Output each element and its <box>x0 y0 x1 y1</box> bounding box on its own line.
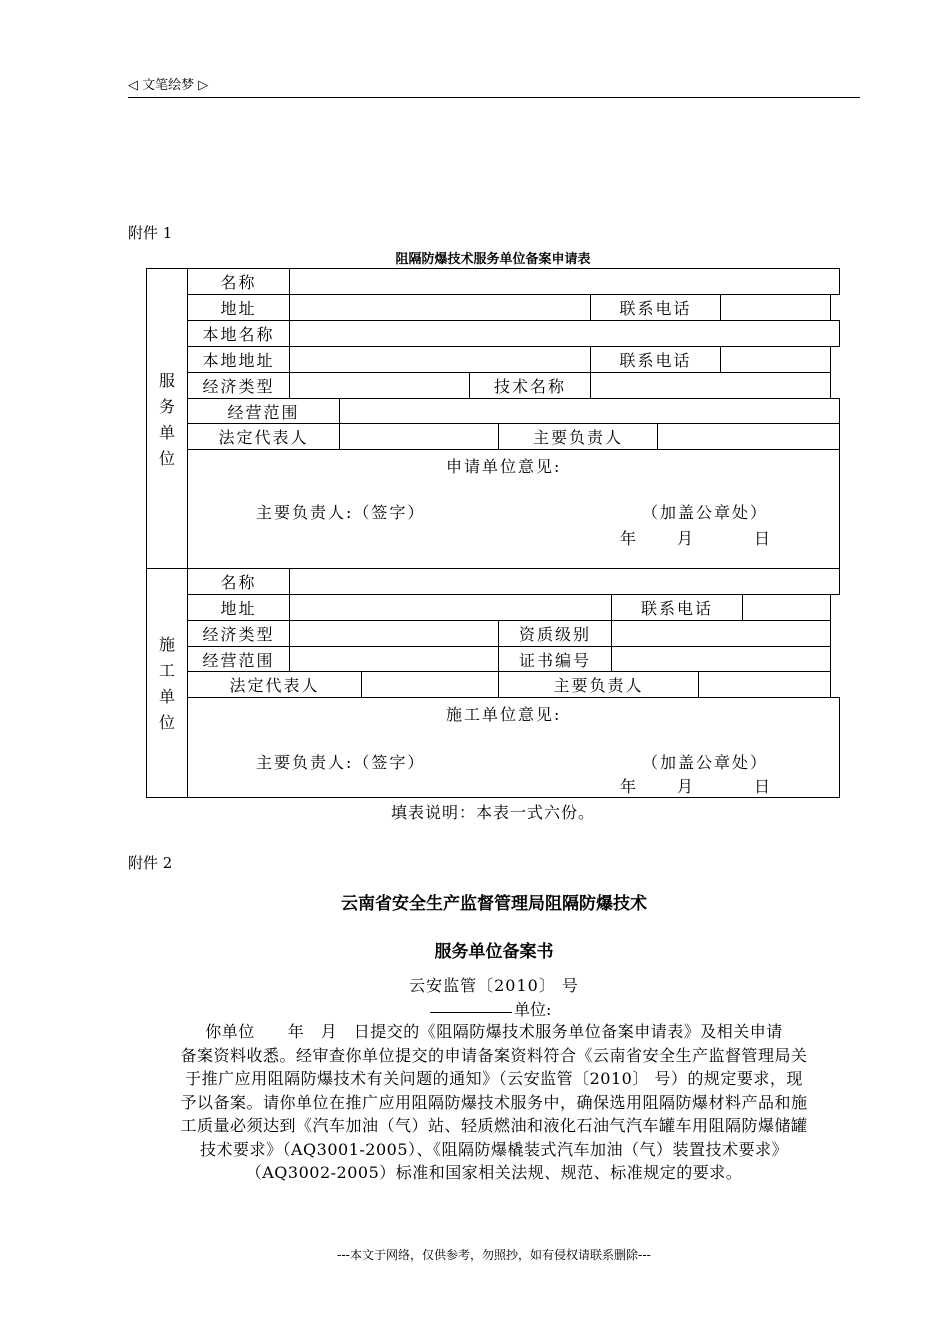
body-line: 工质量必须达到《汽车加油（气）站、轻质燃油和液化石油气汽车罐车用阻隔防爆储罐 <box>180 1116 808 1135</box>
doc-body <box>130 1020 858 1185</box>
service-principal-field[interactable] <box>657 423 840 450</box>
service-address-field[interactable] <box>289 294 591 321</box>
construction-scope-label: 经营范围 <box>187 646 290 672</box>
body-line: （AQ3002-2005）标准和国家相关法规、规范、标准规定的要求。 <box>245 1163 743 1182</box>
construction-opinion-title: 施工单位意见: <box>446 705 562 724</box>
service-legal-rep-label: 法定代表人 <box>187 423 340 450</box>
service-local-name-label: 本地名称 <box>187 320 290 347</box>
service-tech-name-label: 技术名称 <box>469 372 591 399</box>
construction-principal-field[interactable] <box>698 671 831 698</box>
body-line: 于推广应用阻隔防爆技术有关问题的通知》（云安监管〔2010〕 号）的规定要求，现 <box>185 1069 803 1088</box>
doc-number: 云安监管〔2010〕 号 <box>409 976 579 995</box>
service-signature: 主要负责人:（签字） <box>256 503 426 522</box>
body-line: 你单位 年 月 日提交的《阻隔防爆技术服务单位备案申请表》及相关申请 <box>205 1022 783 1041</box>
unit-label: 单位: <box>514 1000 552 1019</box>
construction-date-month: 月 <box>677 777 696 796</box>
service-local-phone-label: 联系电话 <box>590 346 721 373</box>
service-phone-field[interactable] <box>720 294 831 321</box>
construction-qualification-label: 资质级别 <box>498 620 612 647</box>
construction-scope-field[interactable] <box>289 646 499 672</box>
service-local-phone-field[interactable] <box>720 346 831 373</box>
service-address-label: 地址 <box>187 294 290 321</box>
construction-econ-type-label: 经济类型 <box>187 620 290 647</box>
construction-qualification-field[interactable] <box>611 620 831 647</box>
body-line: 予以备案。请你单位在推广应用阻隔防爆技术服务中，确保选用阻隔防爆材料产品和施 <box>180 1092 808 1112</box>
construction-cert-no-label: 证书编号 <box>498 646 612 672</box>
construction-name-field[interactable] <box>289 568 840 595</box>
construction-legal-rep-label: 法定代表人 <box>187 671 362 698</box>
construction-name-label: 名称 <box>187 568 290 595</box>
form-note: 填表说明：本表一式六份。 <box>390 803 595 822</box>
service-name-label: 名称 <box>187 268 290 295</box>
body-line: 备案资料收悉。经审查你单位提交的申请备案资料符合《云南省安全生产监督管理局关 <box>180 1045 808 1065</box>
doc-title-line1: 云南省安全生产监督管理局阻隔防爆技术 <box>341 894 647 914</box>
body-line: 技术要求》（AQ3001-2005）、《阻隔防爆橇装式汽车加油（气）装置技术要求》 <box>199 1139 789 1159</box>
service-tech-name-field[interactable] <box>590 372 831 399</box>
service-econ-type-label: 经济类型 <box>187 372 290 399</box>
construction-seal: （加盖公章处） <box>642 753 769 772</box>
construction-phone-label: 联系电话 <box>611 594 743 621</box>
service-date-month: 月 <box>677 529 696 548</box>
doc-title-line2: 服务单位备案书 <box>434 942 554 962</box>
construction-date-day: 日 <box>754 777 773 796</box>
construction-cert-no-field[interactable] <box>611 646 831 672</box>
form-title: 阻隔防爆技术服务单位备案申请表 <box>395 252 591 267</box>
attachment2-label: 附件 2 <box>128 854 173 872</box>
header-brand: ◁ 文笔绘梦 ▷ <box>128 78 209 93</box>
unit-blank-line <box>430 1012 512 1013</box>
service-name-field[interactable] <box>289 268 840 295</box>
service-scope-label: 经营范围 <box>187 398 340 424</box>
service-phone-label: 联系电话 <box>590 294 721 321</box>
construction-address-label: 地址 <box>187 594 290 621</box>
construction-phone-field[interactable] <box>742 594 831 621</box>
construction-side-label: 施 工 单 位 <box>158 635 175 732</box>
service-opinion-title: 申请单位意见: <box>446 457 562 476</box>
service-local-address-label: 本地地址 <box>187 346 290 373</box>
construction-legal-rep-field[interactable] <box>361 671 499 698</box>
service-seal: （加盖公章处） <box>642 503 769 522</box>
footer-disclaimer: ---本文于网络，仅供参考，勿照抄，如有侵权请联系删除--- <box>337 1248 651 1262</box>
service-econ-type-field[interactable] <box>289 372 470 399</box>
construction-address-field[interactable] <box>289 594 612 621</box>
attachment1-label: 附件 1 <box>128 224 173 242</box>
service-date-year: 年 <box>620 529 639 548</box>
construction-principal-label: 主要负责人 <box>498 671 699 698</box>
header-rule <box>128 97 860 98</box>
service-legal-rep-field[interactable] <box>339 423 499 450</box>
service-principal-label: 主要负责人 <box>498 423 658 450</box>
service-side-label: 服 务 单 位 <box>158 371 175 468</box>
construction-date-year: 年 <box>620 777 639 796</box>
service-local-name-field[interactable] <box>289 320 840 347</box>
service-local-address-field[interactable] <box>289 346 591 373</box>
service-scope-field[interactable] <box>339 398 840 424</box>
service-date-day: 日 <box>754 529 773 548</box>
construction-signature: 主要负责人:（签字） <box>256 753 426 772</box>
construction-econ-type-field[interactable] <box>289 620 499 647</box>
